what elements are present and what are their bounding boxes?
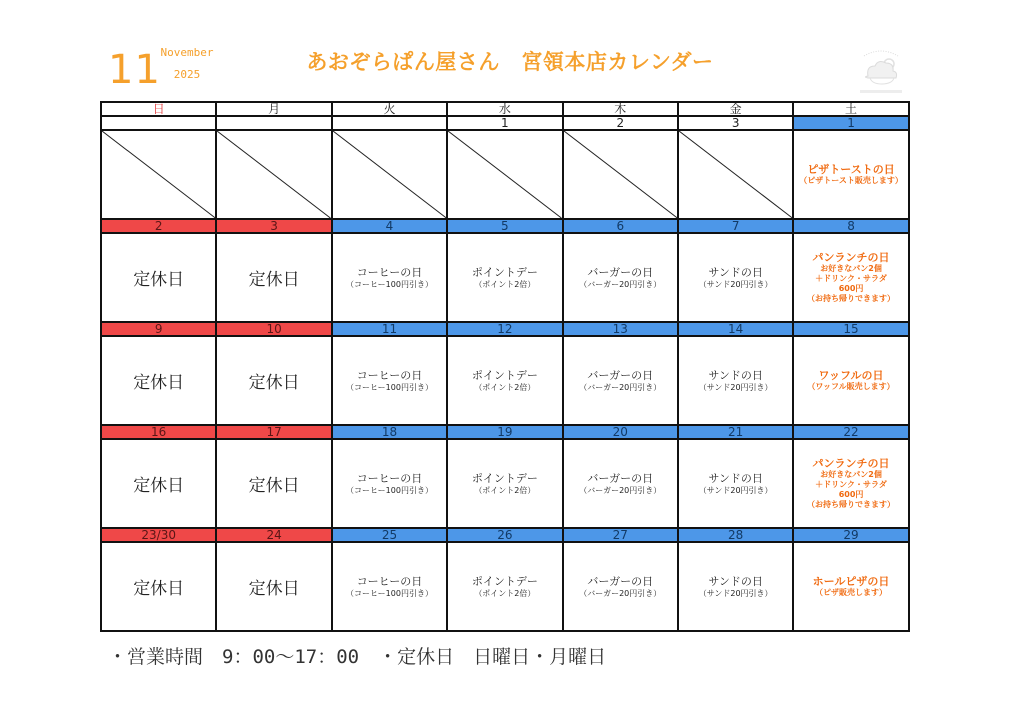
closed-day-cell <box>216 233 331 322</box>
saturday-event-note: お好きなパン2個 <box>820 470 882 479</box>
event-note: （ポイント2倍） <box>474 485 536 495</box>
closed-day-cell <box>216 336 331 425</box>
date-cell: 4 <box>332 219 447 233</box>
event-title: バーガーの日 <box>587 368 654 382</box>
date-cell: 26 <box>447 528 562 542</box>
date-cell: 22 <box>793 425 908 439</box>
date-cell: 28 <box>678 528 793 542</box>
point-day-cell <box>447 336 562 425</box>
date-row <box>101 116 909 130</box>
event-row <box>101 542 909 631</box>
closed-label: 定休日 <box>248 476 300 496</box>
saturday-event-cell <box>793 233 908 322</box>
event-title: コーヒーの日 <box>356 574 423 588</box>
event-note: （バーガー20円引き） <box>579 382 662 392</box>
date-cell: 3 <box>216 219 331 233</box>
event-title: コーヒーの日 <box>356 265 423 279</box>
date-cell: 9 <box>101 322 216 336</box>
coffee-day-cell <box>332 439 447 528</box>
sand-day-cell <box>678 439 793 528</box>
event-note: （バーガー20円引き） <box>579 485 662 495</box>
saturday-event-title: ホールピザの日 <box>812 575 890 588</box>
saturday-event-note: （ピザ販売します） <box>815 588 888 597</box>
event-note: （バーガー20円引き） <box>579 588 662 598</box>
closed-day-cell <box>101 439 216 528</box>
date-cell: 15 <box>793 322 908 336</box>
sand-day-cell <box>678 542 793 631</box>
closed-day-cell <box>216 439 331 528</box>
date-cell <box>101 116 216 130</box>
date-cell: 1 <box>447 116 562 130</box>
date-row <box>101 219 909 233</box>
saturday-event-title: ワッフルの日 <box>818 369 884 382</box>
event-row <box>101 336 909 425</box>
month-number: 11 <box>108 47 161 93</box>
saturday-event-note: （お持ち帰りできます） <box>807 500 896 509</box>
month-name: November <box>160 46 214 59</box>
saturday-event-note: （ピザトースト販売します） <box>799 176 903 185</box>
empty-day-cell <box>563 130 678 219</box>
event-title: バーガーの日 <box>587 471 654 485</box>
event-note: （サンド20円引き） <box>698 588 773 598</box>
empty-day-cell <box>447 130 562 219</box>
date-cell: 24 <box>216 528 331 542</box>
event-note: （サンド20円引き） <box>698 485 773 495</box>
event-title: ポイントデー <box>471 471 538 485</box>
sand-day-cell <box>678 233 793 322</box>
saturday-event-cell <box>793 439 908 528</box>
saturday-event-cell <box>793 130 908 219</box>
event-title: コーヒーの日 <box>356 471 423 485</box>
date-cell: 25 <box>332 528 447 542</box>
event-note: （ポイント2倍） <box>474 588 536 598</box>
coffee-day-cell <box>332 336 447 425</box>
date-row <box>101 425 909 439</box>
empty-day-cell <box>678 130 793 219</box>
burger-day-cell <box>563 542 678 631</box>
date-cell: 6 <box>563 219 678 233</box>
event-title: サンドの日 <box>708 368 763 382</box>
calendar-title: あおぞらぱん屋さん 宮領本店カレンダー <box>306 50 714 74</box>
weekday-tue: 火 <box>332 102 447 116</box>
event-note: （バーガー20円引き） <box>579 279 662 289</box>
date-cell: 7 <box>678 219 793 233</box>
closed-label: 定休日 <box>133 579 185 599</box>
date-cell: 12 <box>447 322 562 336</box>
closed-label: 定休日 <box>133 476 185 496</box>
event-title: バーガーの日 <box>587 265 654 279</box>
event-note: （サンド20円引き） <box>698 279 773 289</box>
point-day-cell <box>447 233 562 322</box>
event-title: ポイントデー <box>471 368 538 382</box>
closed-day-cell <box>101 542 216 631</box>
bakery-logo <box>856 44 906 98</box>
event-note: （コーヒー100円引き） <box>346 588 433 598</box>
date-cell: 17 <box>216 425 331 439</box>
date-cell: 19 <box>447 425 562 439</box>
weekday-thu: 木 <box>563 102 678 116</box>
event-title: サンドの日 <box>708 471 763 485</box>
date-cell: 21 <box>678 425 793 439</box>
event-note: （ポイント2倍） <box>474 382 536 392</box>
saturday-event-note: （お持ち帰りできます） <box>807 294 896 303</box>
calendar-table <box>100 101 910 632</box>
saturday-event-note: ＋ドリンク・サラダ <box>815 274 887 283</box>
closed-day-cell <box>101 336 216 425</box>
closed-day-cell <box>216 542 331 631</box>
event-note: （コーヒー100円引き） <box>346 279 433 289</box>
event-title: コーヒーの日 <box>356 368 423 382</box>
weekday-sun: 日 <box>101 102 216 116</box>
event-note: （コーヒー100円引き） <box>346 485 433 495</box>
closed-day-cell <box>101 233 216 322</box>
date-cell: 2 <box>563 116 678 130</box>
closed-label: 定休日 <box>248 373 300 393</box>
date-cell: 16 <box>101 425 216 439</box>
weekday-sat: 土 <box>793 102 908 116</box>
coffee-day-cell <box>332 233 447 322</box>
business-hours-note: ・営業時間 9：00～17：00 ・定休日 日曜日・月曜日 <box>108 646 607 668</box>
empty-day-cell <box>101 130 216 219</box>
date-cell: 1 <box>793 116 908 130</box>
closed-label: 定休日 <box>133 373 185 393</box>
saturday-event-note: （ワッフル販売します） <box>807 382 895 391</box>
event-note: （コーヒー100円引き） <box>346 382 433 392</box>
event-title: ポイントデー <box>471 574 538 588</box>
closed-label: 定休日 <box>248 270 300 290</box>
empty-day-cell <box>332 130 447 219</box>
sand-day-cell <box>678 336 793 425</box>
burger-day-cell <box>563 336 678 425</box>
saturday-event-title: パンランチの日 <box>812 251 890 264</box>
date-cell: 10 <box>216 322 331 336</box>
closed-label: 定休日 <box>133 270 185 290</box>
event-row <box>101 233 909 322</box>
saturday-event-note: ＋ドリンク・サラダ <box>815 480 887 489</box>
event-title: サンドの日 <box>708 265 763 279</box>
event-row <box>101 130 909 219</box>
date-cell <box>216 116 331 130</box>
saturday-event-title: パンランチの日 <box>812 457 890 470</box>
date-cell: 20 <box>563 425 678 439</box>
burger-day-cell <box>563 439 678 528</box>
date-cell: 29 <box>793 528 908 542</box>
empty-day-cell <box>216 130 331 219</box>
closed-label: 定休日 <box>248 579 300 599</box>
event-row <box>101 439 909 528</box>
date-cell: 13 <box>563 322 678 336</box>
point-day-cell <box>447 542 562 631</box>
event-note: （サンド20円引き） <box>698 382 773 392</box>
date-cell: 2 <box>101 219 216 233</box>
weekday-fri: 金 <box>678 102 793 116</box>
event-note: （ポイント2倍） <box>474 279 536 289</box>
date-cell: 5 <box>447 219 562 233</box>
event-title: ポイントデー <box>471 265 538 279</box>
point-day-cell <box>447 439 562 528</box>
saturday-event-note: 600円 <box>838 490 864 499</box>
saturday-event-note: 600円 <box>838 284 864 293</box>
burger-day-cell <box>563 233 678 322</box>
coffee-day-cell <box>332 542 447 631</box>
date-cell: 3 <box>678 116 793 130</box>
event-title: バーガーの日 <box>587 574 654 588</box>
date-cell: 27 <box>563 528 678 542</box>
saturday-event-cell <box>793 336 908 425</box>
weekday-mon: 月 <box>216 102 331 116</box>
date-cell: 23/30 <box>101 528 216 542</box>
date-cell <box>332 116 447 130</box>
event-title: サンドの日 <box>708 574 763 588</box>
date-cell: 18 <box>332 425 447 439</box>
date-cell: 11 <box>332 322 447 336</box>
date-row <box>101 528 909 542</box>
weekday-wed: 水 <box>447 102 562 116</box>
weekday-header-row <box>101 102 909 116</box>
year-label: 2025 <box>173 68 201 81</box>
date-cell: 14 <box>678 322 793 336</box>
saturday-event-title: ピザトーストの日 <box>807 163 895 176</box>
saturday-event-cell <box>793 542 908 631</box>
date-row <box>101 322 909 336</box>
saturday-event-note: お好きなパン2個 <box>820 264 882 273</box>
date-cell: 8 <box>793 219 908 233</box>
